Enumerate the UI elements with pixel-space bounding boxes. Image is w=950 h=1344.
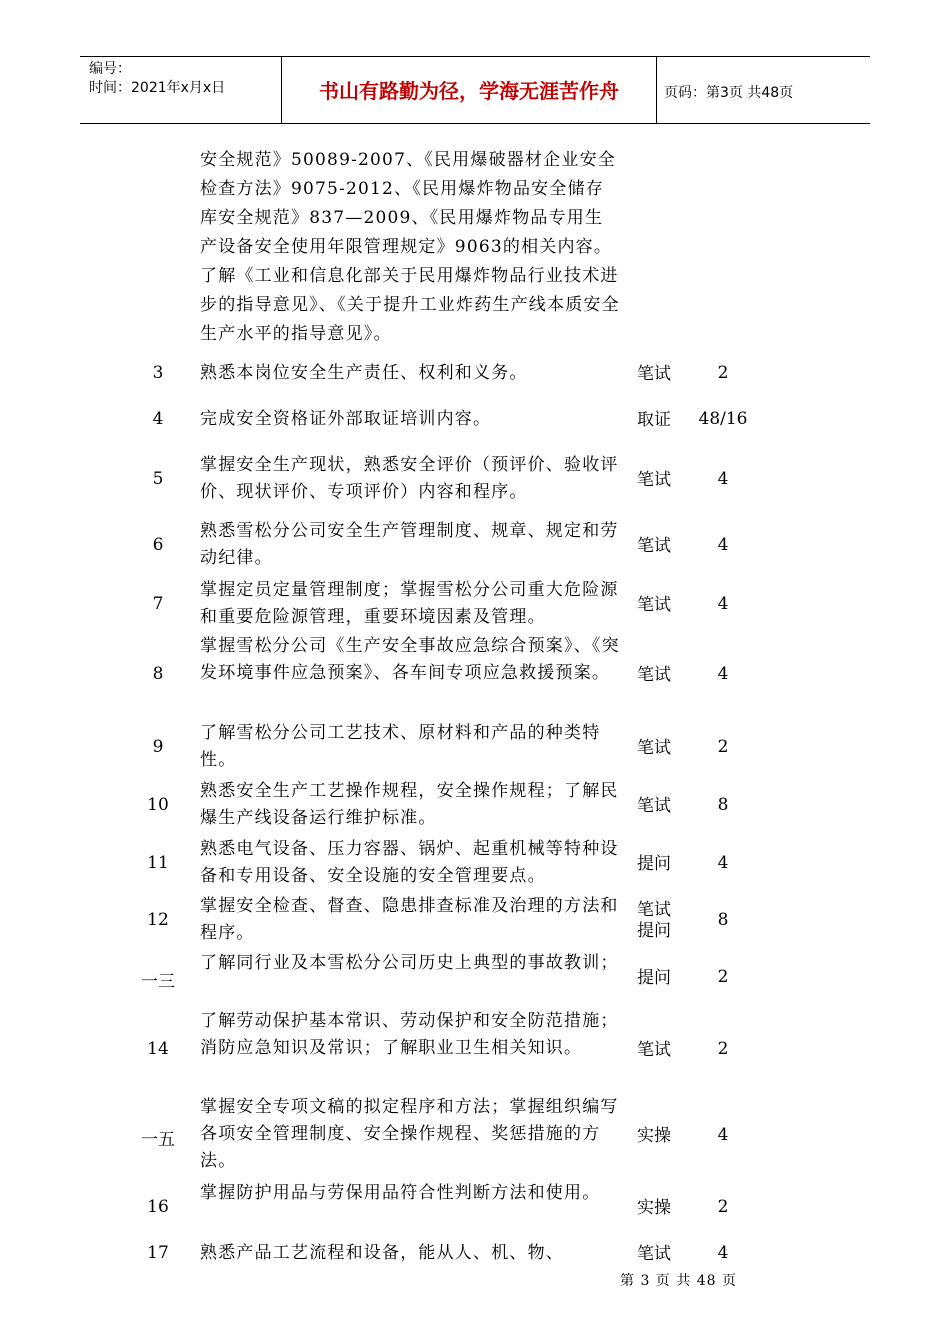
row-assessment-method: 笔试 — [637, 535, 671, 556]
table-row — [0, 1240, 950, 1268]
row-number: 5 — [152, 469, 164, 489]
row-hours: 4 — [717, 853, 729, 873]
row-content: 掌握安全检查、督查、隐患排查标准及治理的方法和程序。 — [200, 896, 619, 943]
row-content: 了解劳动保护基本常识、劳动保护和安全防范措施；消防应急知识及常识；了解职业卫生相关知识。 — [200, 1011, 619, 1058]
row-assessment-method: 笔试 — [637, 1039, 671, 1060]
row-number: 9 — [152, 737, 164, 757]
header-bottom-rule — [80, 123, 870, 124]
row-assessment-method: 提问 — [637, 853, 671, 874]
continuation-text: 安全规范》50089-2007、《民用爆破器材企业安全检查方法》9075-2012、《民用爆炸物品安全储存库安全规范》837—2009、《民用爆炸物品专用生产设备安全使用年限管理规定》9063的相关内容。了解《工业和信息化部关于民用爆炸物品行业技术进步的指导意见》、《关于提升工业炸药生产线本质安全生产水平的指导意见》。 — [200, 150, 620, 344]
document-number-label: 编号： — [89, 61, 131, 77]
row-hours: 4 — [717, 594, 729, 614]
row-number: 7 — [152, 594, 164, 614]
document-date: 时间：2021年x月x日 — [89, 80, 226, 96]
table-row — [0, 1094, 950, 1178]
table-row — [0, 720, 950, 776]
table-row — [0, 1180, 950, 1236]
row-hours: 8 — [717, 795, 729, 815]
header-motto: 书山有路勤为径，学海无涯苦作舟 — [281, 56, 657, 123]
row-hours: 8 — [717, 910, 729, 930]
row-content: 熟悉雪松分公司安全生产管理制度、规章、规定和劳动纪律。 — [200, 521, 619, 568]
row-content: 了解同行业及本雪松分公司历史上典型的事故教训； — [200, 953, 619, 973]
row-hours: 2 — [717, 737, 729, 757]
row-assessment-method: 提问 — [637, 967, 671, 988]
table-row — [0, 950, 950, 1006]
row-content: 熟悉本岗位安全生产责任、权利和义务。 — [200, 363, 528, 383]
row-content: 熟悉产品工艺流程和设备，能从人、机、物、 — [200, 1243, 564, 1263]
row-hours: 4 — [717, 1243, 729, 1263]
row-assessment-method: 笔试 — [637, 363, 671, 384]
row-assessment-method: 笔试 — [637, 664, 671, 685]
row-assessment-method: 笔试 — [637, 1243, 671, 1264]
row-content: 掌握安全专项文稿的拟定程序和方法；掌握组织编写各项安全管理制度、安全操作规程、奖惩措施的方法。 — [200, 1097, 619, 1171]
row-number: 4 — [152, 409, 164, 429]
row-number: 6 — [152, 535, 164, 555]
row-content: 掌握定员定量管理制度；掌握雪松分公司重大危险源和重要危险源管理，重要环境因素及管理。 — [200, 580, 619, 627]
row-number: 3 — [152, 363, 164, 383]
row-assessment-method: 笔试 — [637, 737, 671, 758]
row-content: 完成安全资格证外部取证培训内容。 — [200, 409, 492, 429]
row-hours: 4 — [717, 664, 729, 684]
row-hours: 4 — [717, 469, 729, 489]
row-assessment-method: 实操 — [637, 1197, 671, 1218]
table-row — [0, 452, 950, 508]
table-row — [0, 406, 950, 434]
row-hours: 48/16 — [698, 409, 748, 429]
table-row — [0, 577, 950, 633]
row-hours: 2 — [717, 1197, 729, 1217]
row-hours: 4 — [717, 1125, 729, 1145]
table-row — [0, 893, 950, 949]
row-assessment-method: 笔试 — [637, 594, 671, 615]
table-row — [0, 633, 950, 717]
row-content: 熟悉安全生产工艺操作规程，安全操作规程；了解民爆生产线设备运行维护标准。 — [200, 781, 619, 828]
row-number: 12 — [147, 910, 169, 930]
row-assessment-method: 笔试 提问 — [637, 900, 671, 941]
header-page-info: 页码：第3页 共48页 — [664, 85, 794, 101]
table-row — [0, 836, 950, 892]
table-row — [0, 360, 950, 388]
row-content: 熟悉电气设备、压力容器、锅炉、起重机械等特种设备和专用设备、安全设施的安全管理要点。 — [200, 839, 619, 886]
row-hours: 2 — [717, 1039, 729, 1059]
row-content: 掌握雪松分公司《生产安全事故应急综合预案》、《突发环境事件应急预案》、各车间专项应急救援预案。 — [200, 636, 620, 683]
row-number: 14 — [147, 1039, 169, 1059]
row-hours: 2 — [717, 363, 729, 383]
row-number: 17 — [147, 1243, 169, 1263]
row-content: 掌握安全生产现状，熟悉安全评价（预评价、验收评价、现状评价、专项评价）内容和程序。 — [200, 455, 619, 502]
row-number: 11 — [147, 853, 169, 873]
row-number: 16 — [147, 1197, 169, 1217]
row-assessment-method: 笔试 — [637, 795, 671, 816]
row-hours: 2 — [717, 967, 729, 987]
row-assessment-method: 取证 — [637, 409, 671, 430]
table-row — [0, 778, 950, 834]
header-meta — [89, 60, 279, 98]
row-content: 了解雪松分公司工艺技术、原材料和产品的种类特性。 — [200, 723, 601, 770]
row-assessment-method: 实操 — [637, 1125, 671, 1146]
row-content: 掌握防护用品与劳保用品符合性判断方法和使用。 — [200, 1183, 601, 1203]
table-row — [0, 518, 950, 574]
row-assessment-method: 笔试 — [637, 469, 671, 490]
page-footer: 第 3 页 共 48 页 — [620, 1273, 737, 1289]
row-number: 一五 — [141, 1130, 175, 1150]
row-number: 10 — [147, 795, 169, 815]
table-row — [0, 1008, 950, 1092]
row-number: 8 — [152, 664, 164, 684]
row-hours: 4 — [717, 535, 729, 555]
row-number: 一三 — [141, 972, 175, 992]
